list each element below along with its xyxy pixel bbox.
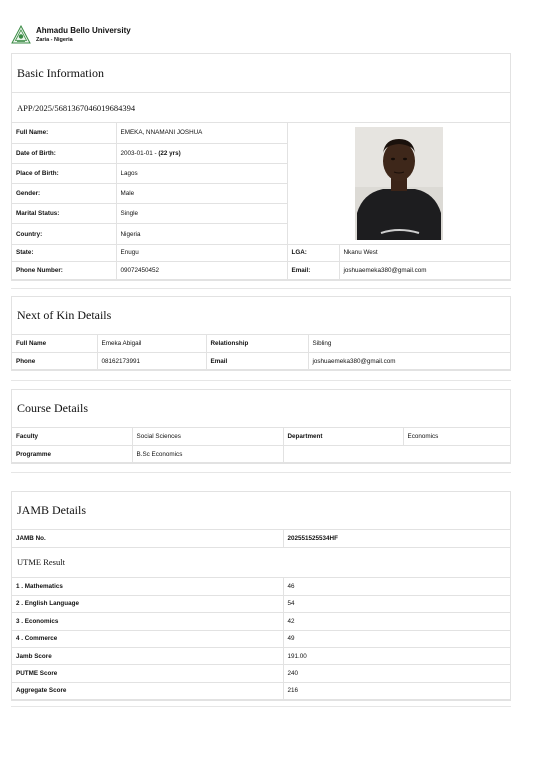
pob-value: Lagos	[116, 163, 287, 183]
next-of-kin-table	[12, 335, 510, 370]
utme-result-table	[12, 578, 510, 700]
next-of-kin-card	[11, 296, 511, 371]
university-location: Zaria - Nigeria	[36, 37, 73, 43]
aggregate-score-value: 216	[283, 682, 510, 699]
faculty-label: Faculty	[12, 428, 132, 445]
university-header	[11, 23, 131, 47]
section-divider	[11, 472, 511, 473]
table-row	[12, 595, 510, 612]
full-name-label: Full Name:	[12, 123, 116, 143]
dob-label: Date of Birth:	[12, 143, 116, 163]
state-label: State:	[12, 244, 116, 262]
programme-label: Programme	[12, 445, 132, 462]
jamb-no-label: JAMB No.	[12, 530, 283, 547]
section-divider	[11, 706, 511, 707]
kin-name-value: Emeka Abigail	[97, 335, 206, 352]
lga-value: Nkanu West	[339, 244, 510, 262]
subject-score: 42	[283, 613, 510, 630]
gender-label: Gender:	[12, 184, 116, 204]
subject-score: 49	[283, 630, 510, 647]
basic-info-table	[12, 123, 510, 280]
country-value: Nigeria	[116, 224, 287, 244]
application-id: APP/2025/5681367046019684394	[12, 93, 510, 123]
course-details-card	[11, 389, 511, 464]
kin-email-label: Email	[206, 352, 308, 369]
kin-phone-value: 08162173991	[97, 352, 206, 369]
jamb-no-value: 202551525534HF	[283, 530, 510, 547]
table-row	[12, 578, 510, 595]
programme-value: B.Sc Economics	[132, 445, 283, 462]
basic-information-card	[11, 53, 511, 281]
department-label: Department	[283, 428, 403, 445]
section-divider	[11, 380, 511, 381]
subject-label: 4 . Commerce	[12, 630, 283, 647]
table-row	[12, 682, 510, 699]
putme-score-label: PUTME Score	[12, 665, 283, 682]
aggregate-score-label: Aggregate Score	[12, 682, 283, 699]
course-details-title: Course Details	[12, 390, 510, 428]
jamb-number-table	[12, 530, 510, 548]
jamb-score-label: Jamb Score	[12, 647, 283, 664]
university-name: Ahmadu Bello University	[36, 26, 131, 35]
kin-relationship-value: Sibling	[308, 335, 510, 352]
kin-name-label: Full Name	[12, 335, 97, 352]
utme-result-heading: UTME Result	[12, 548, 510, 578]
kin-email-value: joshuaemeka380@gmail.com	[308, 352, 510, 369]
next-of-kin-title: Next of Kin Details	[12, 297, 510, 335]
jamb-score-value: 191.00	[283, 647, 510, 664]
subject-label: 2 . English Language	[12, 595, 283, 612]
passport-photo	[355, 127, 443, 240]
empty-cell	[283, 445, 510, 462]
subject-label: 1 . Mathematics	[12, 578, 283, 595]
jamb-details-card	[11, 491, 511, 701]
age-value: (22 yrs)	[158, 149, 181, 157]
university-logo-icon	[11, 25, 31, 45]
dob-date: 2003-01-01 -	[120, 149, 159, 157]
subject-score: 54	[283, 595, 510, 612]
pob-label: Place of Birth:	[12, 163, 116, 183]
kin-phone-label: Phone	[12, 352, 97, 369]
marital-status-label: Marital Status:	[12, 204, 116, 224]
basic-information-title: Basic Information	[12, 54, 510, 93]
gender-value: Male	[116, 184, 287, 204]
course-details-table	[12, 428, 510, 463]
dob-value	[116, 143, 287, 163]
table-row	[12, 647, 510, 664]
putme-score-value: 240	[283, 665, 510, 682]
subject-score: 46	[283, 578, 510, 595]
phone-value: 09072450452	[116, 262, 287, 280]
phone-label: Phone Number:	[12, 262, 116, 280]
email-label: Email:	[287, 262, 339, 280]
email-value: joshuaemeka380@gmail.com	[339, 262, 510, 280]
section-divider	[11, 288, 511, 289]
department-value: Economics	[403, 428, 510, 445]
subject-label: 3 . Economics	[12, 613, 283, 630]
full-name-value: EMEKA, NNAMANI JOSHUA	[116, 123, 287, 143]
faculty-value: Social Sciences	[132, 428, 283, 445]
jamb-details-title: JAMB Details	[12, 492, 510, 530]
table-row	[12, 613, 510, 630]
marital-status-value: Single	[116, 204, 287, 224]
lga-label: LGA:	[287, 244, 339, 262]
state-value: Enugu	[116, 244, 287, 262]
table-row	[12, 665, 510, 682]
kin-relationship-label: Relationship	[206, 335, 308, 352]
passport-photo-cell	[287, 123, 510, 244]
table-row	[12, 630, 510, 647]
country-label: Country:	[12, 224, 116, 244]
